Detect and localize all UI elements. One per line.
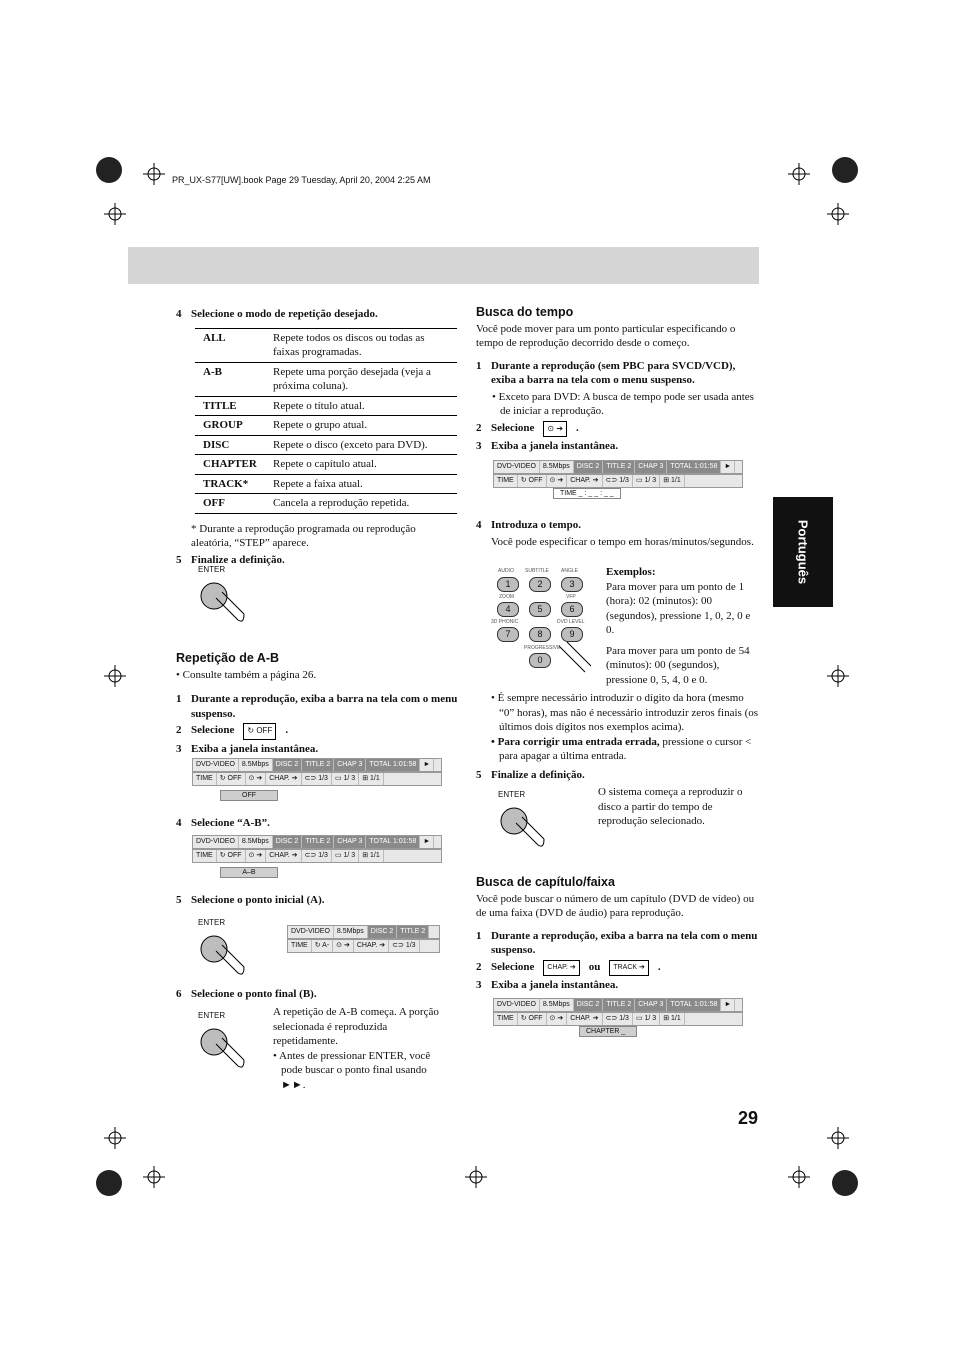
osd-popup-time: TIME _ : _ _ : _ _ — [553, 488, 621, 499]
crosshair-mark-icon — [104, 1127, 126, 1149]
key-1: 1 — [497, 577, 519, 592]
repeat-mode-table — [195, 328, 457, 514]
time-heading: Busca do tempo — [476, 305, 574, 319]
key-5: 5 — [529, 602, 551, 617]
key-4: 4 — [497, 602, 519, 617]
osd-bar-time: DVD-VIDEO 8.5Mbps DISC 2 TITLE 2 CHAP 3 TOTAL 1:01:58 ► TIME ↻ OFF ⊙ ➔ CHAP. ➔ ⊂⊃ 1/3 ▭ 1/ 3 ⊞ 1/1 TIME _ : _ _ : _ _ — [493, 460, 743, 488]
crosshair-mark-icon — [104, 665, 126, 687]
key-9: 9 — [561, 627, 583, 642]
crosshair-mark-icon — [788, 163, 810, 185]
footnote: * Durante a reprodução programada ou reprodução aleatória, “STEP” aparece. — [191, 522, 416, 549]
crosshair-mark-icon — [827, 203, 849, 225]
ab-step-4-wrap — [176, 814, 458, 833]
osd-bar-chapter: DVD-VIDEO 8.5Mbps DISC 2 TITLE 2 CHAP 3 TOTAL 1:01:58 ► TIME ↻ OFF ⊙ ➔ CHAP. ➔ ⊂⊃ 1/3 ▭ 1/ 3 ⊞ 1/1 CHAPTER _ — [493, 998, 743, 1026]
registration-target-bottom-left — [96, 1170, 122, 1196]
left-column — [176, 305, 458, 569]
time-notes: • É sempre necessário introduzir o dígito da hora (mesmo “0” horas), mas não é necessário introduzir zeros finais (os últimos dois dígitos nos exemplos acima). • Para corrigir uma entrada errada, pressione o cursor < para apagar a última entrada. 5 Finalize a definição. — [476, 692, 759, 781]
repeat-off-icon: ↻ OFF — [243, 723, 276, 740]
crosshair-mark-icon — [788, 1166, 810, 1188]
table-row: TRACK* Repete a faixa atual. — [195, 474, 457, 494]
time-step-2: 2 Selecione ⊙ ➔ . — [476, 421, 758, 438]
time-result: O sistema começa a reproduzir o disco a partir do tempo de reprodução selecionado. — [598, 786, 743, 827]
key-2: 2 — [529, 577, 551, 592]
registration-target-top-left — [96, 157, 122, 183]
osd-popup-off: OFF — [220, 790, 278, 801]
chapter-search-section: Busca de capítulo/faixa Você pode buscar o número de um capítulo (DVD de vídeo) ou de uma faixa (DVD de áudio) para reprodução. 1 Durante a reprodução, exiba a barra na tela com o menu suspenso. 2 Selecione CHAP. ➔ ou TRACK ➔ . 3 Exiba a janela instantânea. — [476, 875, 758, 991]
ab-step-3: 3 Exiba a janela instantânea. — [176, 742, 319, 755]
finger-press-icon — [198, 1020, 248, 1076]
table-row: GROUP Repete o grupo atual. — [195, 416, 457, 436]
file-header: PR_UX-S77[UW].book Page 29 Tuesday, April 20, 2004 2:25 AM — [172, 175, 431, 185]
repeat-step-4: 4 Selecione o modo de repetição desejado. — [176, 308, 378, 320]
chap-step-2: 2 Selecione CHAP. ➔ ou TRACK ➔ . — [476, 960, 758, 977]
osd-bar-2: DVD-VIDEO 8.5Mbps DISC 2 TITLE 2 CHAP 3 TOTAL 1:01:58 ► TIME ↻ OFF ⊙ ➔ CHAP. ➔ ⊂⊃ 1/3 ▭ 1/ 3 ⊞ 1/1 A–B — [192, 835, 442, 863]
ab-step-5-wrap — [176, 891, 458, 910]
language-tab-label: Português — [795, 519, 811, 585]
track-icon: TRACK ➔ — [609, 960, 649, 977]
table-row: A-B Repete uma porção desejada (veja a próxima coluna). — [195, 362, 457, 396]
key-0: 0 — [529, 653, 551, 668]
osd-popup-chapter: CHAPTER _ — [579, 1026, 637, 1037]
finger-press-icon — [557, 642, 591, 676]
table-row: CHAPTER Repete o capítulo atual. — [195, 455, 457, 475]
key-6: 6 — [561, 602, 583, 617]
finger-press-icon — [198, 927, 248, 983]
crosshair-mark-icon — [827, 665, 849, 687]
time-step-5: 5 Finalize a definição. — [476, 768, 585, 781]
crosshair-mark-icon — [465, 1166, 487, 1188]
numeric-keypad: AUDIO SUBTITLE ANGLE 1 2 3 ZOOM VFP 4 5 6 3D PHONIC DVD LEVEL 7 8 9 PROGRESSIVE 0 — [489, 566, 594, 676]
key-3: 3 — [561, 577, 583, 592]
enter-button-illustration: ENTER — [198, 565, 248, 632]
ab-step-4: 4 Selecione “A-B”. — [176, 817, 270, 829]
ab-step-5: 5 Selecione o ponto inicial (A). — [176, 894, 325, 906]
ab-step-6-wrap — [176, 985, 458, 1004]
finger-press-icon — [198, 574, 248, 630]
time-step-1: 1 Durante a reprodução (sem PBC para SVCD/VCD), exiba a barra na tela com o menu suspenso. — [476, 359, 736, 386]
ab-result: A repetição de A-B começa. A porção selecionada é reproduzida repetidamente. • Antes de pressionar ENTER, você pode buscar o ponto final usando ►►. — [273, 1006, 439, 1091]
crosshair-mark-icon — [104, 203, 126, 225]
header-band — [128, 247, 759, 284]
time-step-4-wrap: 4 Introduza o tempo. Você pode especificar o tempo em horas/minutos/segundos. — [476, 516, 758, 549]
ab-section: Repetição de A-B • Consulte também a página 26. 1 Durante a reprodução, exiba a barra na tela com o menu suspenso. 2 Selecione ↻ OFF . 3 Exiba a janela instantânea. — [176, 651, 458, 755]
chap-step-3: 3 Exiba a janela instantânea. — [476, 979, 619, 991]
table-row: ALL Repete todos os discos ou todas as faixas programadas. — [195, 328, 457, 362]
registration-target-bottom-right — [832, 1170, 858, 1196]
table-row: OFF Cancela a reprodução repetida. — [195, 494, 457, 514]
time-step-4: 4 Introduza o tempo. — [476, 519, 581, 531]
ab-step-2: 2 Selecione ↻ OFF . — [176, 723, 458, 740]
registration-target-top-right — [832, 157, 858, 183]
time-search-section: Busca do tempo Você pode mover para um ponto particular especificando o tempo de reprodução decorrido desde o começo. 1 Durante a reprodução (sem PBC para SVCD/VCD), exiba a barra na tela com o menu suspenso. • Exceto para DVD: A busca de tempo pode ser usada antes de iniciar a reprodução. 2 Selecione ⊙ ➔ . 3 Exiba a janela instantânea. — [476, 305, 758, 456]
examples: Exemplos: Para mover para um ponto de 1 (hora): 02 (minutos): 00 (segundos), pressione 1, 0, 2, 0 e 0. Para mover para um ponto de 54 (minutos): 00 (segundos), pressione 0, 5, 4, 0 e 0. — [606, 566, 751, 686]
enter-button-illustration: ENTER — [498, 790, 548, 857]
chap-step-1: 1 Durante a reprodução, exiba a barra na tela com o menu suspenso. — [476, 929, 758, 956]
ab-step-6: 6 Selecione o ponto final (B). — [176, 988, 317, 1000]
time-search-icon: ⊙ ➔ — [543, 421, 567, 438]
key-7: 7 — [497, 627, 519, 642]
enter-button-illustration: ENTER — [198, 1011, 248, 1078]
language-tab — [773, 497, 833, 607]
crosshair-mark-icon — [143, 163, 165, 185]
chapter-heading: Busca de capítulo/faixa — [476, 875, 615, 889]
key-8: 8 — [529, 627, 551, 642]
enter-button-illustration: ENTER — [198, 918, 248, 985]
osd-bar-1: DVD-VIDEO 8.5Mbps DISC 2 TITLE 2 CHAP 3 TOTAL 1:01:58 ► TIME ↻ OFF ⊙ ➔ CHAP. ➔ ⊂⊃ 1/3 ▭ 1/ 3 ⊞ 1/1 OFF — [192, 758, 442, 786]
table-row: TITLE Repete o título atual. — [195, 396, 457, 416]
table-row: DISC Repete o disco (exceto para DVD). — [195, 435, 457, 455]
chapter-icon: CHAP. ➔ — [543, 960, 579, 977]
time-step-3: 3 Exiba a janela instantânea. — [476, 440, 619, 452]
page-number: 29 — [738, 1108, 759, 1128]
finger-press-icon — [498, 799, 548, 855]
osd-popup-ab: A–B — [220, 867, 278, 878]
crosshair-mark-icon — [827, 1127, 849, 1149]
ab-step-1: 1 Durante a reprodução, exiba a barra na tela com o menu suspenso. — [176, 693, 458, 720]
ab-heading: Repetição de A-B — [176, 651, 280, 665]
osd-bar-3: DVD-VIDEO 8.5Mbps DISC 2 TITLE 2 TIME ↻ A- ⊙ ➔ CHAP. ➔ ⊂⊃ 1/3 — [287, 925, 440, 953]
crosshair-mark-icon — [143, 1166, 165, 1188]
repeat-step-5: 5 Finalize a definição. — [176, 553, 285, 566]
